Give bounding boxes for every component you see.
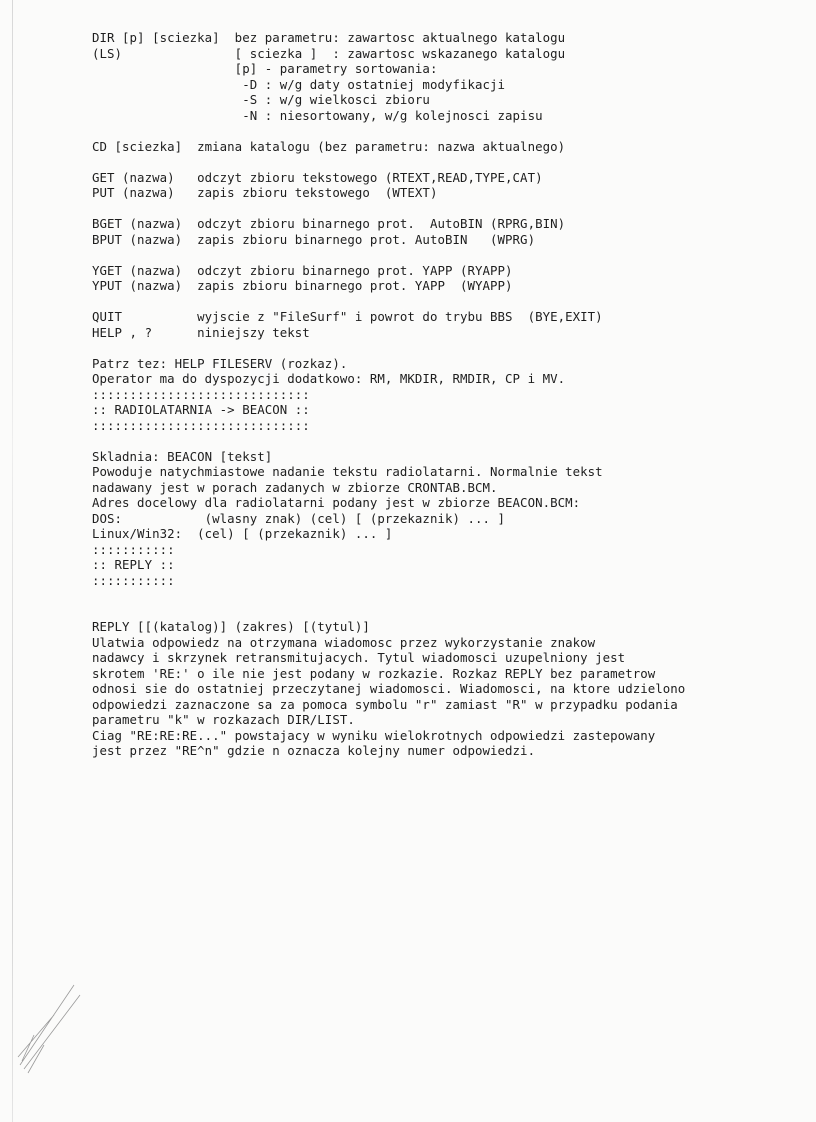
- text-line: YGET (nazwa) odczyt zbioru binarnego prot. YAPP (RYAPP): [92, 262, 513, 278]
- text-line: [92, 154, 712, 170]
- text-line: odnosi sie do ostatniej przeczytanej wiadomosci. Wiadomosci, na ktore udzielono: [92, 681, 686, 696]
- text-line: -S : w/g wielkosci zbioru: [92, 92, 430, 107]
- text-line: [92, 340, 712, 356]
- text-line: Ciag "RE:RE:RE..." powstajacy w wyniku wielokrotnych odpowiedzi zastepowany: [92, 727, 656, 743]
- text-line: Adres docelowy dla radiolatarni podany jest w zbiorze BEACON.BCM:: [92, 495, 581, 510]
- text-line: :: REPLY ::: [92, 557, 175, 572]
- text-line: [92, 433, 712, 449]
- text-line: PUT (nazwa) zapis zbioru tekstowego (WTEXT): [92, 185, 438, 200]
- text-line: [92, 588, 712, 604]
- text-line: BGET (nazwa) odczyt zbioru binarnego prot. AutoBIN (RPRG,BIN): [92, 216, 566, 231]
- text-line: HELP , ? niniejszy tekst: [92, 324, 310, 340]
- text-line: :::::::::::::::::::::::::::::: [92, 417, 310, 433]
- text-line: QUIT wyjscie z "FileSurf" i powrot do trybu BBS (BYE,EXIT): [92, 309, 603, 324]
- text-line: parametru "k" w rozkazach DIR/LIST.: [92, 712, 355, 727]
- text-line: Patrz tez: HELP FILESERV (rozkaz).: [92, 355, 348, 371]
- text-line: -D : w/g daty ostatniej modyfikacji: [92, 76, 506, 92]
- text-line: :::::::::::: [92, 541, 175, 557]
- pen-scribble-mark: [14, 965, 94, 1075]
- text-line: [92, 604, 712, 620]
- text-line: nadawcy i skrzynek retransmitujacych. Tytul wiadomosci uzupelniony jest: [92, 650, 626, 665]
- text-line: CD [sciezka] zmiana katalogu (bez parametru: nazwa aktualnego): [92, 138, 566, 154]
- text-line: Operator ma do dyspozycji dodatkowo: RM, MKDIR, RMDIR, CP i MV.: [92, 371, 566, 386]
- text-line: -N : niesortowany, w/g kolejnosci zapisu: [92, 107, 543, 123]
- text-line: Ulatwia odpowiedz na otrzymana wiadomosc przez wykorzystanie znakow: [92, 634, 596, 650]
- text-line: Linux/Win32: (cel) [ (przekaznik) ... ]: [92, 526, 393, 541]
- text-line: jest przez "RE^n" gdzie n oznacza kolejny numer odpowiedzi.: [92, 743, 536, 758]
- text-line: [p] - parametry sortowania:: [92, 61, 438, 76]
- text-line: [92, 294, 712, 310]
- text-line: DIR [p] [sciezka] bez parametru: zawartosc aktualnego katalogu: [92, 30, 566, 45]
- text-line: [92, 123, 712, 139]
- text-line: nadawany jest w porach zadanych w zbiorze CRONTAB.BCM.: [92, 479, 498, 495]
- text-line: skrotem 'RE:' o ile nie jest podany w rozkazie. Rozkaz REPLY bez parametrow: [92, 665, 656, 681]
- text-line: REPLY [[(katalog)] (zakres) [(tytul)]: [92, 619, 370, 634]
- text-line: Skladnia: BEACON [tekst]: [92, 448, 273, 464]
- text-line: YPUT (nazwa) zapis zbioru binarnego prot. YAPP (WYAPP): [92, 278, 513, 293]
- text-line: Powoduje natychmiastowe nadanie tekstu radiolatarni. Normalnie tekst: [92, 464, 603, 479]
- document-text: [92, 30, 712, 759]
- text-line: GET (nazwa) odczyt zbioru tekstowego (RTEXT,READ,TYPE,CAT): [92, 169, 543, 185]
- text-line: :::::::::::: [92, 572, 175, 588]
- text-line: :::::::::::::::::::::::::::::: [92, 386, 310, 402]
- text-line: odpowiedzi zaznaczone sa za pomoca symbolu "r" zamiast "R" w przypadku podania: [92, 696, 678, 712]
- text-line: BPUT (nazwa) zapis zbioru binarnego prot. AutoBIN (WPRG): [92, 231, 536, 247]
- text-line: (LS) [ sciezka ] : zawartosc wskazanego katalogu: [92, 45, 566, 61]
- text-line: [92, 201, 712, 217]
- text-line: DOS: (wlasny znak) (cel) [ (przekaznik) ... ]: [92, 510, 506, 526]
- scan-edge-line: [12, 0, 13, 1122]
- text-line: [92, 247, 712, 263]
- text-line: :: RADIOLATARNIA -> BEACON ::: [92, 402, 310, 417]
